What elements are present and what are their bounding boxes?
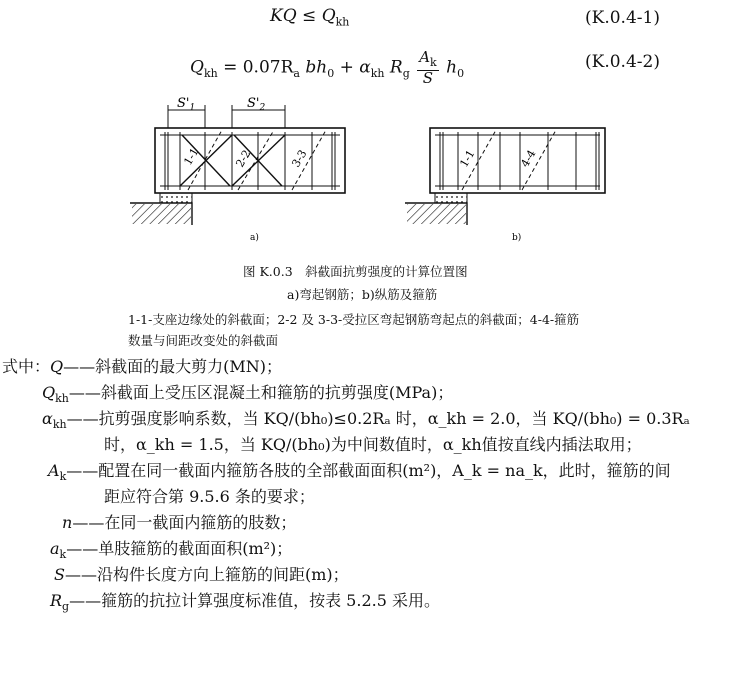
diagram-label-b: b) bbox=[512, 233, 522, 243]
figure-subtitle: a)弯起钢筋；b)纵筋及箍筋 bbox=[287, 287, 438, 302]
eq2-r-sub: g bbox=[402, 66, 410, 80]
def-ak-cont: 距应符合第 9.5.6 条的要求； bbox=[104, 487, 315, 506]
eq1-rhs-sub: kh bbox=[335, 15, 350, 29]
def-qkh: $Q_{kh}——$斜截面上受压区混凝土和箍筋的抗剪强度(MPa)； bbox=[42, 383, 454, 406]
figure-title: 图 K.0.3 斜截面抗剪强度的计算位置图 bbox=[243, 264, 468, 279]
diagram-label-a: a) bbox=[250, 233, 259, 243]
support-hatch-b bbox=[407, 204, 466, 224]
equation-number-k041: (K.0.4-1) bbox=[585, 8, 660, 28]
support-hatch-a bbox=[132, 204, 191, 224]
eq2-h: h bbox=[446, 57, 458, 78]
eq2-alpha-sub: kh bbox=[370, 66, 385, 80]
def-rg: $R_g——$箍筋的抗拉计算强度标准值，按表 5.2.5 采用。 bbox=[50, 591, 440, 614]
support-pad-b bbox=[435, 193, 467, 203]
eq2-bh-sub: 0 bbox=[327, 66, 335, 80]
eq1-lhs: KQ bbox=[270, 6, 297, 26]
def-q: 式中：Q——斜截面的最大剪力(MN)； bbox=[2, 357, 283, 376]
eq2-frac-num: A bbox=[419, 48, 431, 66]
dim-label-s1: $S'_1$ bbox=[177, 96, 196, 113]
def-a-k: $a_k——$单肢箍筋的截面面积(m²)； bbox=[50, 539, 293, 562]
eq2-alpha: + α bbox=[339, 57, 371, 78]
eq2-frac-num-sub: k bbox=[430, 56, 437, 69]
eq2-r: R bbox=[389, 57, 403, 78]
support-pad-a bbox=[160, 193, 192, 203]
section-label-a-3: 3-3 bbox=[289, 147, 310, 170]
section-label-b-2: 4-4 bbox=[518, 147, 539, 170]
diagram-b bbox=[405, 128, 605, 243]
def-s: S——沿构件长度方向上箍筋的间距(m)； bbox=[54, 565, 349, 584]
eq2-ra-sub: a bbox=[293, 66, 300, 80]
beam-diagram bbox=[0, 0, 750, 260]
section-label-a-2: 2-2 bbox=[233, 147, 254, 170]
figure-note-1: 1-1-支座边缘处的斜截面；2-2 及 3-3-受拉区弯起钢筋弯起点的斜截面；4-4-箍筋 bbox=[128, 312, 580, 327]
figure-note-2: 数量与间距改变处的斜截面 bbox=[128, 333, 279, 348]
eq2-q-sub: kh bbox=[203, 66, 218, 80]
beam-b-outline bbox=[430, 128, 605, 193]
eq2-coef: = 0.07R bbox=[223, 57, 294, 78]
def-ak: $A_k——$配置在同一截面内箍筋各肢的全部截面面积(m²)，A_k = na_k，此时，箍筋的间 bbox=[48, 461, 671, 484]
equation-number-k042: (K.0.4-2) bbox=[585, 52, 660, 72]
section-lines-b bbox=[462, 130, 556, 190]
eq2-q: Q bbox=[190, 57, 204, 78]
eq1-rhs: Q bbox=[321, 6, 336, 26]
eq2-bh: bh bbox=[305, 57, 328, 78]
diagram-a bbox=[130, 96, 345, 243]
eq2-frac-den: S bbox=[422, 69, 434, 87]
eq1-relation: ≤ bbox=[302, 6, 317, 26]
def-n: n——在同一截面内箍筋的肢数； bbox=[62, 513, 297, 532]
eq2-h-sub: 0 bbox=[457, 66, 465, 80]
section-label-b-1: 1-1 bbox=[457, 147, 478, 170]
def-alpha-cont: 时，α_kh = 1.5，当 KQ/(bh₀)为中间数值时，α_kh值按直线内插法取用； bbox=[104, 435, 642, 454]
section-label-a-1: 1-1 bbox=[181, 145, 202, 168]
def-alpha: $\alpha_{kh}——$抗剪强度影响系数，当 KQ/(bh₀)≤0.2Rₐ 时，α_kh = 2.0，当 KQ/(bh₀) = 0.3Rₐ bbox=[42, 409, 690, 432]
dim-label-s2: $S'_2$ bbox=[247, 96, 266, 113]
